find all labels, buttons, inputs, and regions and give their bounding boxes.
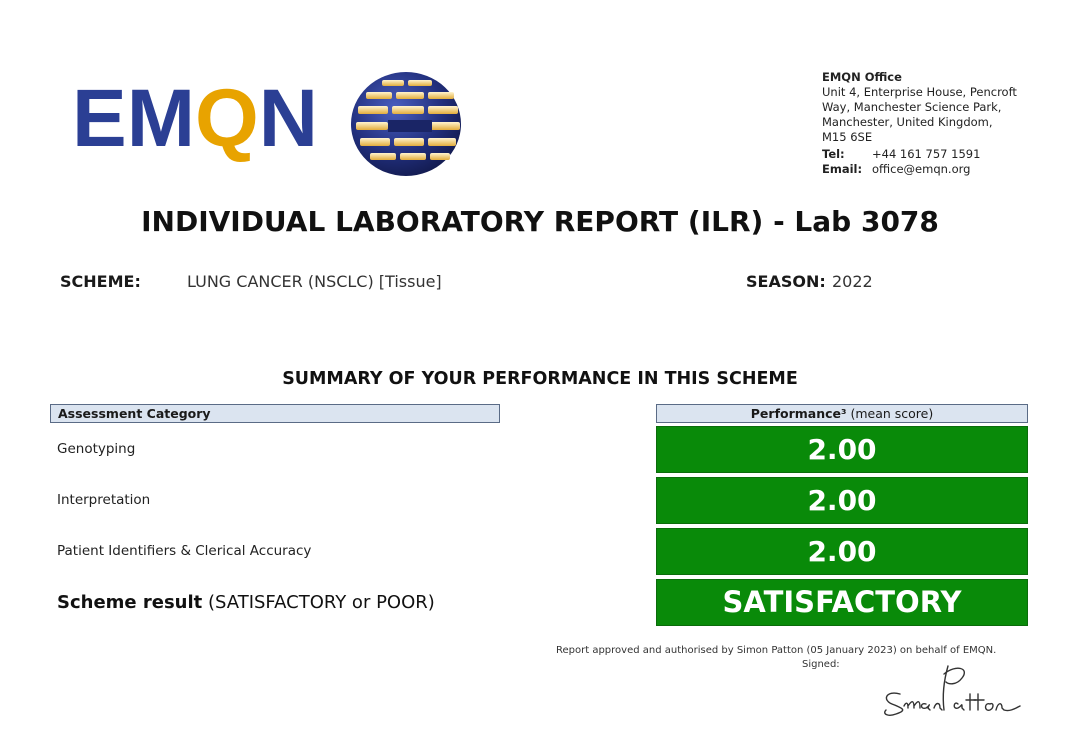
performance-header-label: Performance³ [750,406,847,421]
row-label-interpretation: Interpretation [57,492,151,508]
tel-value: +44 161 757 1591 [872,147,981,161]
tel-row [822,147,1052,162]
score-patient-identifiers: 2.00 [656,528,1028,575]
assessment-category-header: Assessment Category [50,404,500,423]
email-label: Email: [822,162,863,176]
address-line-4: M15 6SE [822,130,873,144]
address-line-3: Manchester, United Kingdom, [822,115,993,129]
approval-text: Report approved and authorised by Simon Patton (05 January 2023) on behalf of EMQN. [556,645,997,656]
logo-letter-n: N [258,73,319,164]
tel-label: Tel: [822,147,845,161]
scheme-label: SCHEME: [60,272,141,291]
signed-label: Signed: [802,659,840,670]
address-line-2: Way, Manchester Science Park, [822,100,1002,114]
row-label-patient-identifiers: Patient Identifiers & Clerical Accuracy [57,543,312,559]
performance-header [656,404,1028,423]
email-value[interactable]: office@emqn.org [872,162,971,176]
performance-header-note: (mean score) [846,406,934,421]
logo-letter-q: Q [195,73,259,164]
logo-letters-em: EM [72,73,195,164]
scheme-result-label-rest: (SATISFACTORY or POOR) [202,592,435,613]
signature-image [878,660,1028,718]
scheme-result-value: SATISFACTORY [656,579,1028,626]
emqn-logo-text [72,73,319,164]
scheme-value: LUNG CANCER (NSCLC) [Tissue] [187,272,442,291]
report-title: INDIVIDUAL LABORATORY REPORT (ILR) - Lab 3078 [141,205,939,238]
address-line-1: Unit 4, Enterprise House, Pencroft [822,85,1017,99]
score-genotyping: 2.00 [656,426,1028,473]
emqn-globe-icon [348,68,466,180]
scheme-result-label [57,592,435,613]
scheme-result-label-bold: Scheme result [57,592,203,613]
season-label: SEASON: [746,272,826,291]
score-interpretation: 2.00 [656,477,1028,524]
season-value: 2022 [832,272,873,291]
row-label-genotyping: Genotyping [57,441,136,457]
office-address-block [822,70,1052,177]
office-title: EMQN Office [822,70,902,84]
email-row [822,162,1052,177]
summary-heading: SUMMARY OF YOUR PERFORMANCE IN THIS SCHEME [282,369,798,389]
